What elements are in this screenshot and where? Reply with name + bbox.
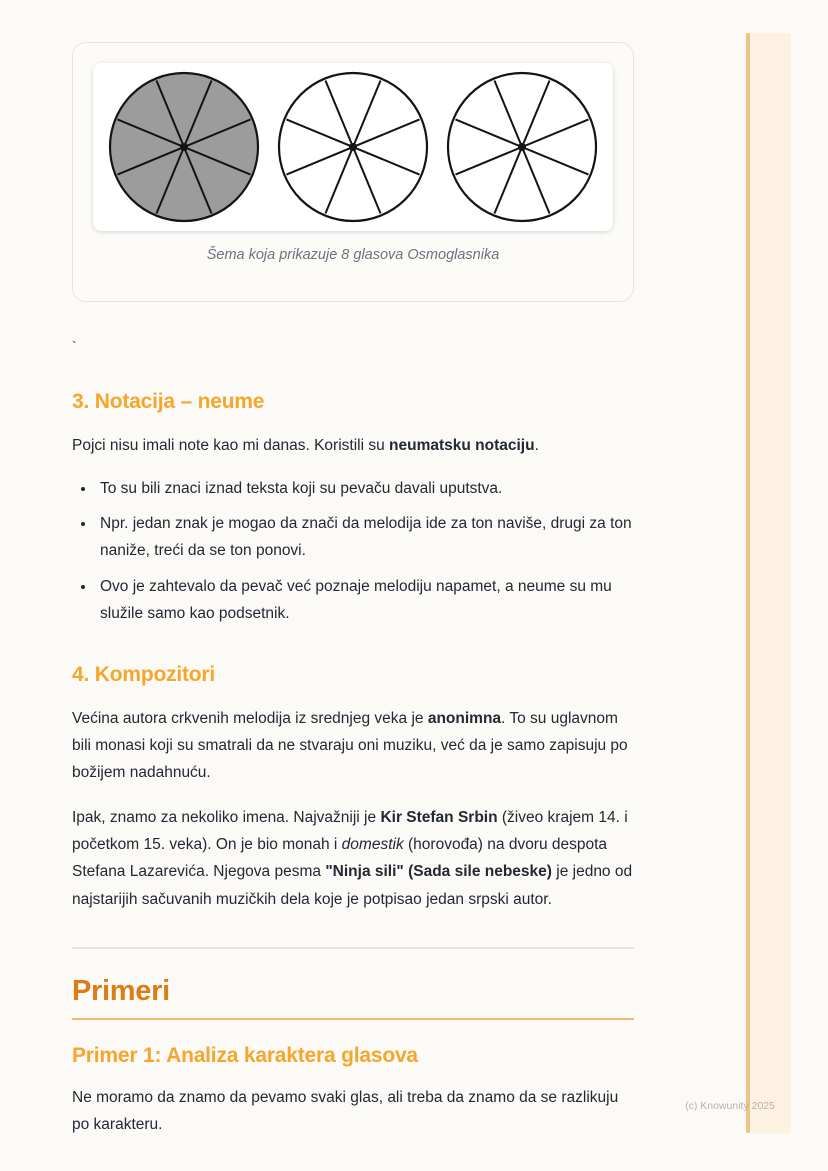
- chapter-title-primeri: Primeri: [72, 974, 170, 1007]
- paragraph-notacija: Pojci nisu imali note kao mi danas. Koristili su neumatsku notaciju.: [72, 437, 539, 454]
- bullet-list: [72, 475, 634, 627]
- osmoglasnik-wheels-image: [93, 63, 613, 231]
- section-heading-notacija: 3. Notacija – neume: [72, 390, 265, 413]
- figure-card: [72, 42, 634, 302]
- document-body: [72, 0, 634, 1138]
- paragraph-primer1: Ne moramo da znamo da pevamo svaki glas, ali treba da znamo da se razlikuju po karakteru.: [72, 1088, 619, 1133]
- list-item: • To su bili znaci iznad teksta koji su pevaču davali uputstva.: [96, 475, 634, 502]
- copyright-watermark: (c) Knowunity 2025: [685, 1100, 775, 1112]
- list-item: • Npr. jedan znak je mogao da znači da melodija ide za ton naviše, drugi za ton naniže, treći da se ton ponovi.: [96, 510, 634, 564]
- page-edge-stripe: [746, 33, 791, 1133]
- wheel-filled: [106, 69, 262, 225]
- section-heading-kompozitori: 4. Kompozitori: [72, 662, 216, 686]
- stray-backtick: `: [72, 338, 77, 354]
- chapter-title-underline: [72, 1018, 634, 1020]
- list-item: • Ovo je zahtevalo da pevač već poznaje melodiju napamet, a neume su mu služile samo kao podsetnik.: [96, 573, 634, 627]
- figure-caption: Šema koja prikazuje 8 glasova Osmoglasnika: [206, 247, 500, 263]
- section-heading-primer1: Primer 1: Analiza karaktera glasova: [72, 1043, 418, 1067]
- wheel-outline: [275, 69, 431, 225]
- paragraph-kompozitori-2: Ipak, znamo za nekoliko imena. Najvažniji je Kir Stefan Srbin (živeo krajem 14. i početkom 15. veka). On je bio monah i domestik (horovođa) na dvoru despota Stefana Lazarevića. Njegova pesma "Ninja sili" (Sada sile nebeske) je jedno od najstarijih sačuvanih muzičkih dela koje je potpisao jedan srpski autor.: [72, 809, 633, 908]
- wheel-outline: [444, 69, 600, 225]
- section-divider: [72, 947, 634, 949]
- paragraph-kompozitori-1: Većina autora crkvenih melodija iz srednjeg veka je anonimna. To su uglavnom bili monasi koji su smatrali da ne stvaraju oni muziku, već da je samo zapisuju po božijem nadahnuću.: [72, 709, 628, 781]
